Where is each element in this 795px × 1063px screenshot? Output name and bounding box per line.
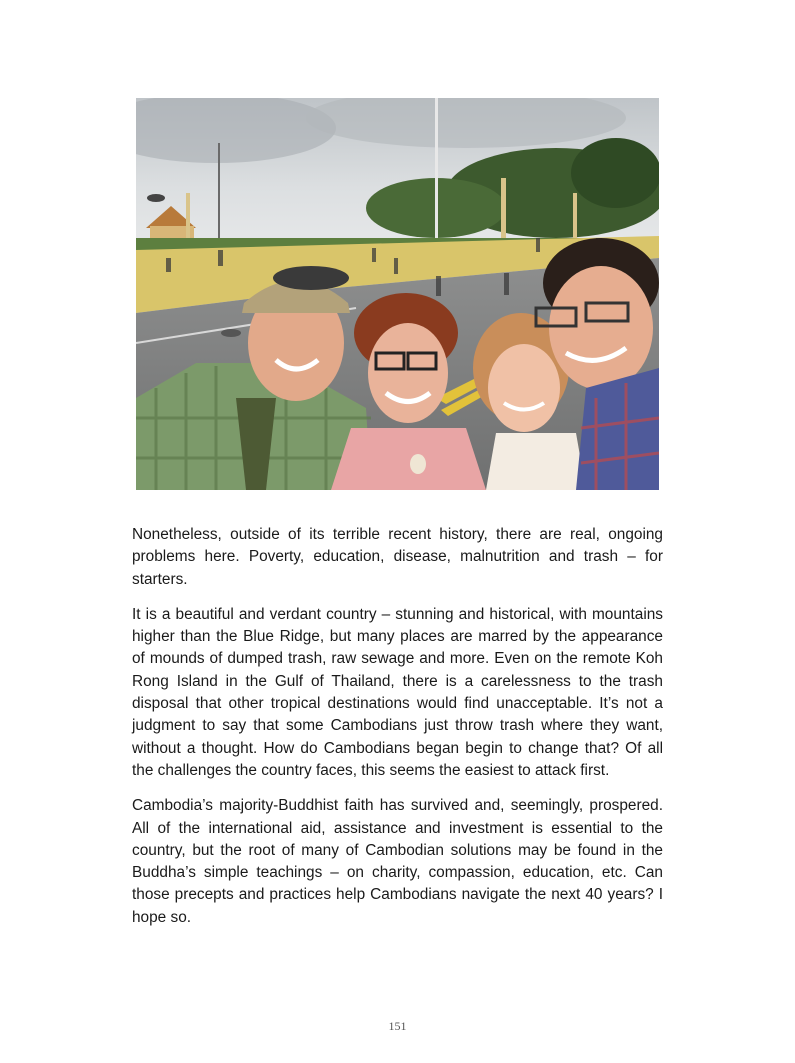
paragraph-1: Nonetheless, outside of its terrible recent history, there are real, ongoing problems here. Poverty, education, disease, malnutrition and trash – for starters.: [132, 526, 663, 588]
photo-illustration: [136, 98, 659, 490]
page-number: 151: [388, 1019, 407, 1033]
paragraph-2: It is a beautiful and verdant country – stunning and historical, with mountains higher than the Blue Ridge, but many places are marred by the appearance of mounds of dumped trash, raw sewage and more. Even on the remote Koh Rong Island in the Gulf of Thailand, there is a carelessness to the trash disposal that other tropical destinations would find unacceptable. It’s not a judgment to say that some Cambodians just throw trash where they want, without a thought. How do Cambodians began begin to change that? Of all the challenges the country faces, this seems the easiest to attack first.: [132, 605, 663, 779]
body-text: [132, 524, 663, 942]
paragraph-3: Cambodia’s majority-Buddhist faith has survived and, seemingly, prospered. All of the international aid, assistance and investment is essential to the country, but the root of many of Cambodian solutions may be found in the Buddha’s simple teachings – on charity, compassion, education, etc. Can those precepts and practices help Cambodians navigate the next 40 years? I hope so.: [132, 797, 663, 926]
group-selfie-photo: [136, 98, 659, 490]
